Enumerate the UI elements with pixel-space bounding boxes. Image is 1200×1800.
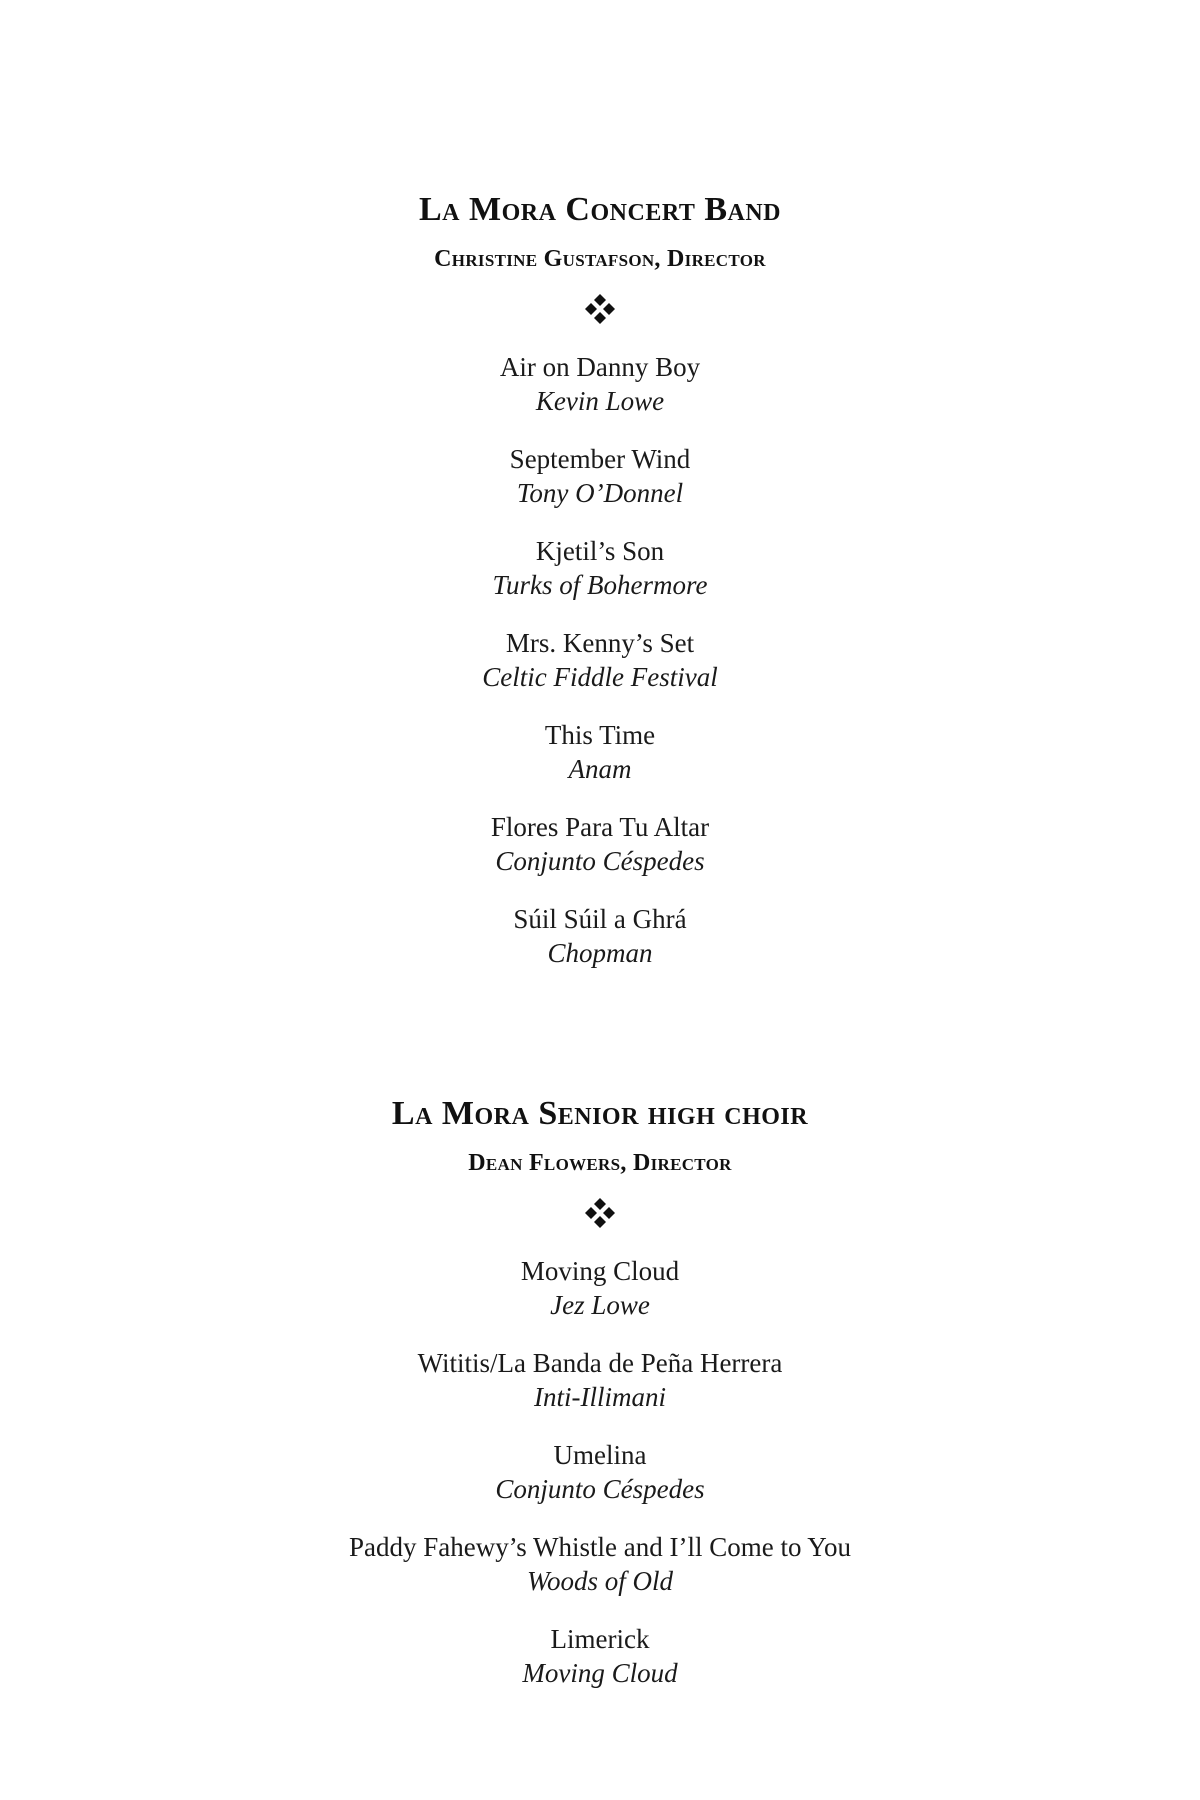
- piece-composer: Jez Lowe: [550, 1290, 650, 1320]
- piece-composer: Chopman: [547, 938, 653, 968]
- piece-composer: Moving Cloud: [522, 1658, 678, 1688]
- program-item: [0, 1346, 1200, 1438]
- piece-composer: Turks of Bohermore: [492, 570, 708, 600]
- piece-composer: Anam: [568, 754, 632, 784]
- piece-title: Moving Cloud: [520, 1256, 680, 1286]
- four-diamond-ornament-icon: [0, 1196, 1200, 1230]
- program-item: [0, 1530, 1200, 1622]
- piece-title: Limerick: [550, 1624, 650, 1654]
- piece-title: Súil Súil a Ghrá: [513, 904, 687, 934]
- piece-title: Paddy Fahewy’s Whistle and I’ll Come to You: [349, 1532, 851, 1562]
- piece-title: Wititis/La Banda de Peña Herrera: [417, 1348, 783, 1378]
- piece-composer: Woods of Old: [526, 1566, 674, 1596]
- senior-high-choir-section: [0, 1094, 1200, 1714]
- piece-title: Air on Danny Boy: [499, 352, 701, 382]
- piece-title: Mrs. Kenny’s Set: [505, 628, 695, 658]
- program-list: [0, 350, 1200, 994]
- program-item: [0, 626, 1200, 718]
- piece-composer: Kevin Lowe: [535, 386, 665, 416]
- program-item: [0, 718, 1200, 810]
- program-list: [0, 1254, 1200, 1714]
- program-item: [0, 1622, 1200, 1714]
- director-name: Christine Gustafson, Director: [434, 246, 766, 272]
- piece-title: Flores Para Tu Altar: [490, 812, 710, 842]
- program-item: [0, 902, 1200, 994]
- piece-title: September Wind: [509, 444, 691, 474]
- program-item: [0, 350, 1200, 442]
- piece-composer: Celtic Fiddle Festival: [482, 662, 718, 692]
- concert-band-section: [0, 190, 1200, 994]
- piece-composer: Inti-Illimani: [534, 1382, 666, 1412]
- ensemble-title: La Mora Concert Band: [419, 191, 781, 228]
- piece-title: This Time: [544, 720, 656, 750]
- piece-composer: Tony O’Donnel: [516, 478, 684, 508]
- program-item: [0, 810, 1200, 902]
- program-item: [0, 442, 1200, 534]
- director-name: Dean Flowers, Director: [468, 1150, 732, 1176]
- program-item: [0, 1254, 1200, 1346]
- four-diamond-ornament-icon: [0, 292, 1200, 326]
- ensemble-title: La Mora Senior high choir: [391, 1095, 809, 1132]
- piece-title: Kjetil’s Son: [535, 536, 665, 566]
- piece-composer: Conjunto Céspedes: [495, 1474, 705, 1504]
- program-item: [0, 1438, 1200, 1530]
- piece-composer: Conjunto Céspedes: [495, 846, 705, 876]
- piece-title: Umelina: [553, 1440, 647, 1470]
- program-item: [0, 534, 1200, 626]
